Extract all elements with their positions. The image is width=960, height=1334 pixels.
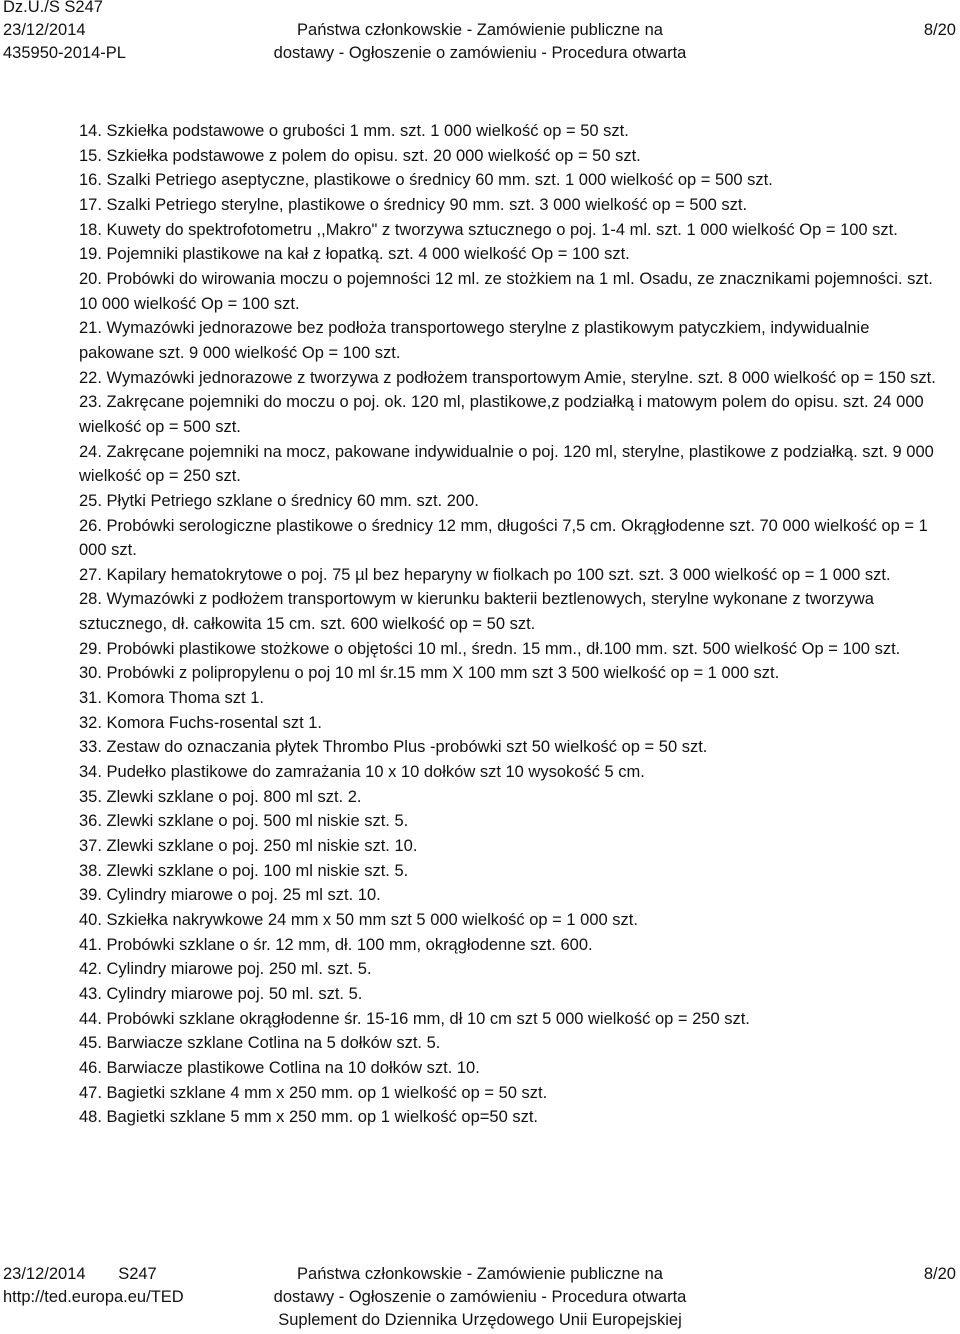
list-item: 43. Cylindry miarowe poj. 50 ml. szt. 5.: [79, 984, 363, 1003]
list-item: 20. Probówki do wirowania moczu o pojemności 12 ml. ze stożkiem na 1 ml. Osadu, ze znacznikami pojemności. szt. 10 000 wielkość Op = 100 szt.: [79, 269, 933, 313]
header-page-number: 8/20: [923, 21, 956, 39]
list-item: 19. Pojemniki plastikowe na kał z łopatką. szt. 4 000 wielkość Op = 100 szt.: [79, 245, 630, 264]
list-item: 16. Szalki Petriego aseptyczne, plastikowe o średnicy 60 mm. szt. 1 000 wielkość op = 500 szt.: [79, 171, 773, 190]
list-item: 39. Cylindry miarowe o poj. 25 ml szt. 10.: [79, 886, 381, 905]
list-item: 21. Wymazówki jednorazowe bez podłoża transportowego sterylne z plastikowym patyczkiem, indywidualnie pakowane szt. 9 000 wielkość Op = 100 szt.: [79, 319, 870, 362]
list-item: 22. Wymazówki jednorazowe z tworzywa z podłożem transportowym Amie, sterylne. szt. 8 000 wielkość op = 150 szt.: [79, 368, 936, 387]
footer-url: http://ted.europa.eu/TED: [3, 1288, 184, 1306]
list-item: 27. Kapilary hematokrytowe o poj. 75 µl bez heparyny w fiolkach po 100 szt. szt. 3 000 wielkość op = 1 000 szt.: [79, 565, 891, 584]
header-title: [250, 0, 710, 65]
header-title-line-1: Państwa członkowskie - Zamówienie publiczne na: [297, 21, 663, 39]
list-item: 48. Bagietki szklane 5 mm x 250 mm. op 1 wielkość op=50 szt.: [79, 1108, 539, 1127]
list-item: 40. Szkiełka nakrywkowe 24 mm x 50 mm szt 5 000 wielkość op = 1 000 szt.: [79, 911, 638, 929]
footer-issue: S247: [118, 1265, 157, 1283]
page-header: [0, 0, 960, 68]
list-item: 44. Probówki szklane okrągłodenne śr. 15-16 mm, dł 10 cm szt 5 000 wielkość op = 250 szt.: [79, 1009, 750, 1028]
list-item: 35. Zlewki szklane o poj. 800 ml szt. 2.: [79, 787, 362, 806]
list-item: 46. Barwiacze plastikowe Cotlina na 10 dołków szt. 10.: [79, 1058, 480, 1077]
list-item: 15. Szkiełka podstawowe z polem do opisu. szt. 20 000 wielkość op = 50 szt.: [79, 146, 641, 165]
list-item: 18. Kuwety do spektrofotometru ,,Makro" z tworzywa sztucznego o poj. 1-4 ml. szt. 1 000 wielkość Op = 100 szt.: [79, 220, 898, 239]
list-item: 30. Probówki z polipropylenu o poj 10 ml śr.15 mm X 100 mm szt 3 500 wielkość op = 1 000 szt.: [79, 664, 780, 683]
header-reference: [3, 0, 126, 65]
list-item: 28. Wymazówki z podłożem transportowym w kierunku bakterii beztlenowych, sterylne wykonane z tworzywa sztucznego, dł. całkowita 15 cm. szt. 600 wielkość op = 50 szt.: [79, 590, 874, 634]
footer-title-line-2: dostawy - Ogłoszenie o zamówieniu - Procedura otwarta: [273, 1288, 687, 1306]
header-date: 23/12/2014: [3, 21, 86, 39]
footer-reference: [3, 1263, 185, 1309]
list-item: 25. Płytki Petriego szklane o średnicy 60 mm. szt. 200.: [79, 491, 479, 510]
list-item: 37. Zlewki szklane o poj. 250 ml niskie szt. 10.: [79, 837, 418, 856]
list-item: 17. Szalki Petriego sterylne, plastikowe o średnicy 90 mm. szt. 3 000 wielkość op = 500 szt.: [79, 195, 748, 214]
list-item: 47. Bagietki szklane 4 mm x 250 mm. op 1 wielkość op = 50 szt.: [79, 1083, 548, 1102]
footer-title-line-1: Państwa członkowskie - Zamówienie publiczne na: [297, 1265, 663, 1283]
list-item: 31. Komora Thoma szt 1.: [79, 689, 264, 708]
footer-date: 23/12/2014: [3, 1265, 86, 1283]
list-item: 34. Pudełko plastikowe do zamrażania 10 x 10 dołków szt 10 wysokość 5 cm.: [79, 763, 645, 782]
footer-title: [250, 1263, 710, 1332]
list-item: 23. Zakręcane pojemniki do moczu o poj. ok. 120 ml, plastikowe,z podziałką i matowym polem do opisu. szt. 24 000 wielkość op = 500 szt.: [79, 393, 924, 436]
list-item: 33. Zestaw do oznaczania płytek Thrombo Plus -probówki szt 50 wielkość op = 50 szt.: [79, 738, 708, 757]
list-item: 45. Barwiacze szklane Cotlina na 5 dołków szt. 5.: [79, 1034, 441, 1053]
list-item: 38. Zlewki szklane o poj. 100 ml niskie szt. 5.: [79, 861, 409, 880]
list-item: 41. Probówki szklane o śr. 12 mm, dł. 100 mm, okrągłodenne szt. 600.: [79, 935, 593, 954]
list-item: 14. Szkiełka podstawowe o grubości 1 mm. szt. 1 000 wielkość op = 50 szt.: [79, 122, 629, 140]
footer-page-number: 8/20: [923, 1265, 956, 1283]
list-item: 26. Probówki serologiczne plastikowe o średnicy 12 mm, długości 7,5 cm. Okrągłodenne szt. 70 000 wielkość op = 1 000 szt.: [79, 516, 928, 560]
item-list: [79, 119, 939, 1130]
list-item: 42. Cylindry miarowe poj. 250 ml. szt. 5.: [79, 960, 372, 979]
list-item: 24. Zakręcane pojemniki na mocz, pakowane indywidualnie o poj. 120 ml, sterylne, plastikowe z podziałką. szt. 9 000 wielkość op = 250 szt.: [79, 442, 934, 486]
page-footer: [0, 1263, 960, 1334]
header-journal: Dz.U./S S247: [3, 0, 103, 16]
list-item: 29. Probówki plastikowe stożkowe o objętości 10 ml., średn. 15 mm., dł.100 mm. szt. 500 wielkość Op = 100 szt.: [79, 639, 901, 658]
list-item: 36. Zlewki szklane o poj. 500 ml niskie szt. 5.: [79, 812, 409, 831]
header-title-line-2: dostawy - Ogłoszenie o zamówieniu - Procedura otwarta: [273, 44, 687, 62]
footer-title-line-3: Suplement do Dziennika Urzędowego Unii Europejskiej: [278, 1311, 682, 1329]
header-notice-number: 435950-2014-PL: [3, 44, 126, 62]
list-item: 32. Komora Fuchs-rosental szt 1.: [79, 713, 323, 732]
